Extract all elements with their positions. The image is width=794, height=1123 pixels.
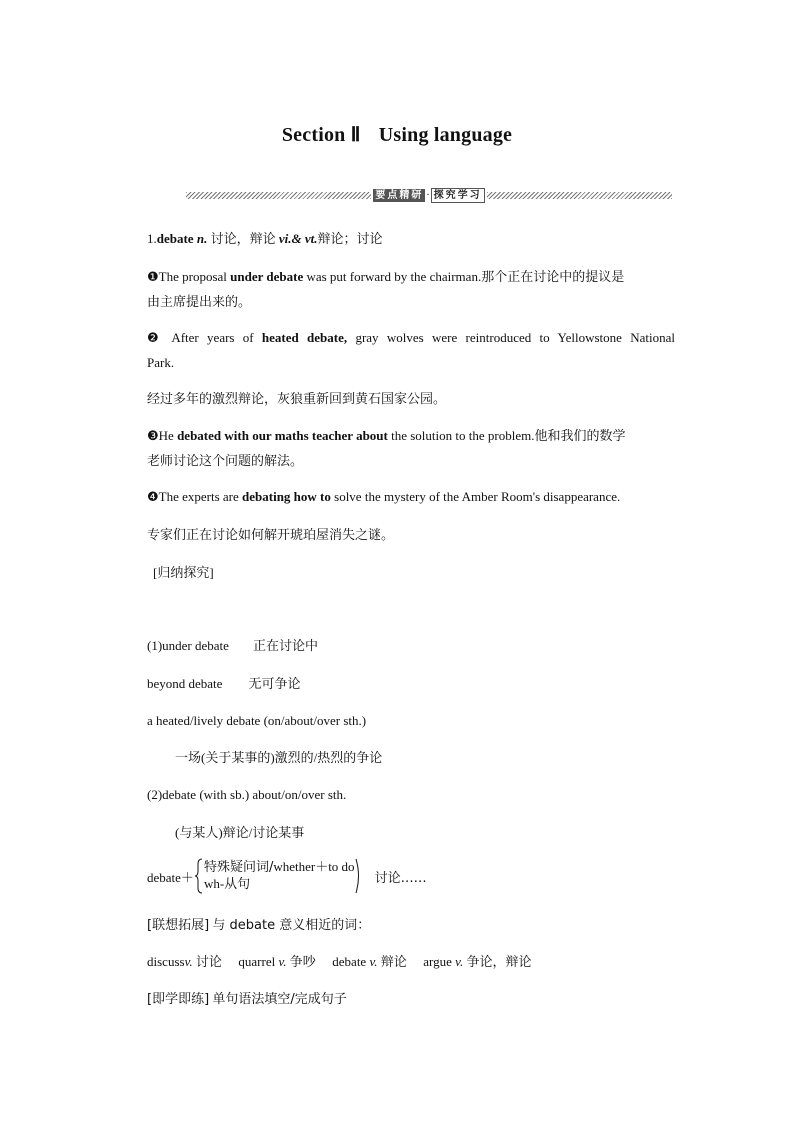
section-banner bbox=[186, 186, 672, 204]
practice-label: [即学即练] bbox=[147, 992, 210, 1007]
headword: debate bbox=[156, 231, 194, 246]
practice-line: [即学即练] 单句语法填空/完成句子 bbox=[147, 992, 347, 1007]
example-3: ❸He debated with our maths teacher about the solution to the problem.他和我们的数学 老师讨论这个问题的解法。 bbox=[147, 428, 626, 469]
phrase-1: (1)under debate 正在讨论中 bbox=[147, 638, 318, 654]
example-2: ❷ After years of heated debate, gray wolves were reintroduced to Yellowstone National Park. bbox=[147, 330, 675, 370]
association-label: [联想拓展] bbox=[147, 918, 210, 933]
example-1: ❶The proposal under debate was put forward by the chairman.那个正在讨论中的提议是 由主席提出来的。 bbox=[147, 269, 625, 310]
banner-hatch-left bbox=[186, 192, 371, 199]
banner-label-key-points: 要点精研 bbox=[375, 189, 424, 201]
page-title bbox=[0, 122, 794, 147]
phrase-4-translation: (与某人)辩论/讨论某事 bbox=[175, 825, 305, 840]
phrase-5: debate＋ 特殊疑问词/whether＋to do wh-从句 讨论…… bbox=[147, 859, 427, 892]
phrase-4: (2)debate (with sb.) about/on/over sth. bbox=[147, 787, 347, 802]
marker-1: ❶ bbox=[147, 270, 159, 285]
section-topic: Using language bbox=[378, 124, 513, 146]
brace-options: 特殊疑问词/whether＋to do wh-从句 bbox=[203, 859, 355, 892]
marker-4: ❹ bbox=[147, 490, 159, 505]
related-word: argue v. 争论，辩论 bbox=[423, 954, 532, 970]
section-label: Section Ⅱ bbox=[281, 124, 361, 146]
phrase-2: beyond debate 无可争论 bbox=[147, 676, 301, 692]
related-words bbox=[147, 950, 675, 975]
banner-badge bbox=[373, 188, 484, 203]
entry-heading: 1.debate n. 讨论，辩论 vi.& vt.辩论；讨论 bbox=[147, 231, 383, 247]
marker-2: ❷ bbox=[147, 331, 164, 346]
related-word: quarrel v. 争吵 bbox=[238, 954, 316, 970]
marker-3: ❸ bbox=[147, 429, 159, 444]
related-word: debate v. 辩论 bbox=[332, 954, 407, 970]
right-paren bbox=[355, 858, 363, 894]
related-word: discussv. 讨论 bbox=[147, 954, 222, 970]
association-line: [联想拓展] 与 debate 意义相近的词： bbox=[147, 918, 371, 933]
left-brace bbox=[194, 858, 204, 894]
phrase-3: a heated/lively debate (on/about/over sth.) bbox=[147, 713, 367, 728]
banner-hatch-right bbox=[487, 192, 672, 199]
example-2-translation: 经过多年的激烈辩论，灰狼重新回到黄石国家公园。 bbox=[147, 391, 447, 406]
induction-label: [归纳探究] bbox=[153, 565, 214, 580]
banner-dot: · bbox=[426, 189, 430, 201]
phrase-3-translation: 一场(关于某事的)激烈的/热烈的争论 bbox=[175, 750, 383, 765]
example-4-translation: 专家们正在讨论如何解开琥珀屋消失之谜。 bbox=[147, 527, 395, 542]
banner-label-explore: 探究学习 bbox=[431, 188, 485, 203]
example-4: ❹The experts are debating how to solve the mystery of the Amber Room's disappearance. bbox=[147, 489, 621, 505]
